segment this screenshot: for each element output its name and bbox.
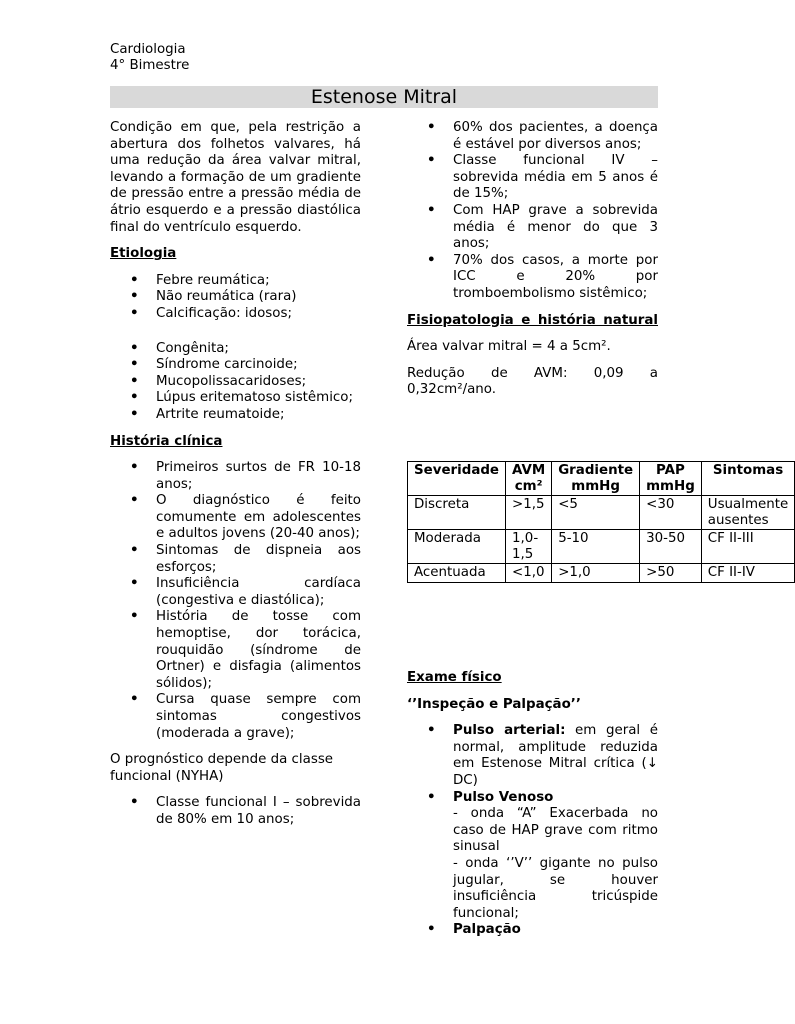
list-item: • Febre reumática; — [110, 273, 361, 290]
table-header-row — [408, 462, 795, 496]
list-item — [407, 922, 658, 939]
table-cell: 5-10 — [552, 530, 640, 564]
classe-list — [110, 795, 361, 828]
table-cell: <1,0 — [506, 564, 552, 583]
table-cell: 1,0-1,5 — [506, 530, 552, 564]
historia-list — [110, 460, 361, 742]
inspecao-subheading: ‘’Inspeção e Palpação’’ — [407, 696, 581, 712]
list-item: • Primeiros surtos de FR 10-18 anos; — [110, 460, 361, 493]
exame-section — [407, 660, 658, 939]
list-item: • Artrite reumatoide; — [110, 407, 361, 424]
left-column — [110, 120, 361, 829]
list-item: • Calcificação: idosos; — [110, 306, 361, 323]
exame-heading: Exame físico — [407, 670, 502, 685]
pulso-arterial-text: em geral é normal, amplitude reduzida em Estenose Mitral crítica (↓ DC) — [453, 723, 658, 788]
list-item: • Insuficiência cardíaca (congestiva e diastólica); — [110, 576, 361, 609]
table-cell: >1,0 — [552, 564, 640, 583]
etiologia-list-1 — [110, 273, 361, 323]
etiologia-heading: Etiologia — [110, 246, 177, 262]
page-title: Estenose Mitral — [110, 86, 658, 108]
table-header: Sintomas — [701, 462, 794, 496]
table-cell: <30 — [640, 496, 702, 530]
table-header: PAP mmHg — [640, 462, 702, 496]
fisiopatologia-heading: Fisiopatologia e história natural — [407, 312, 658, 328]
historia-heading: História clínica — [110, 433, 223, 449]
table-cell: CF II-IV — [701, 564, 794, 583]
list-item — [407, 790, 658, 923]
table-cell: >1,5 — [506, 496, 552, 530]
reducao-text: Redução de AVM: 0,09 a 0,32cm²/ano. — [407, 365, 658, 398]
table-cell: <5 — [552, 496, 640, 530]
list-item: • Com HAP grave a sobrevida média é menor do que 3 anos; — [407, 203, 658, 253]
area-valvar-text: Área valvar mitral = 4 a 5cm². — [407, 339, 611, 355]
right-column — [407, 120, 658, 399]
pulso-arterial-label: Pulso arterial: — [453, 723, 566, 739]
table-cell: >50 — [640, 564, 702, 583]
document-header — [110, 42, 189, 74]
table-cell: Acentuada — [408, 564, 506, 583]
list-item: • Sintomas de dispneia aos esforços; — [110, 543, 361, 576]
exame-list — [407, 723, 658, 939]
intro-paragraph: Condição em que, pela restrição a abertura dos folhetos valvares, há uma redução da área valvar mitral, levando a formação de um gradiente de pressão entre a pressão média de átrio esquerdo e a pressão diastólica final do ventrículo esquerdo. — [110, 120, 361, 235]
list-item: • Síndrome carcinoide; — [110, 357, 361, 374]
table-header: Severidade — [408, 462, 506, 496]
prognostico-list — [407, 120, 658, 303]
list-item: • O diagnóstico é feito comumente em adolescentes e adultos jovens (20-40 anos); — [110, 493, 361, 543]
table-cell: CF II-III — [701, 530, 794, 564]
list-item: • Congênita; — [110, 341, 361, 358]
list-item: • História de tosse com hemoptise, dor torácica, rouquidão (síndrome de Ortner) e disfagia (alimentos sólidos); — [110, 609, 361, 692]
table-header: AVM cm² — [506, 462, 552, 496]
table-cell: Moderada — [408, 530, 506, 564]
etiologia-list-2 — [110, 341, 361, 424]
list-item: • Lúpus eritematoso sistêmico; — [110, 390, 361, 407]
table-cell: Discreta — [408, 496, 506, 530]
table-row — [408, 564, 795, 583]
table-row — [408, 530, 795, 564]
list-item — [407, 723, 658, 789]
table-row — [408, 496, 795, 530]
list-item: • Mucopolissacaridoses; — [110, 374, 361, 391]
list-item: • Classe funcional I – sobrevida de 80% em 10 anos; — [110, 795, 361, 828]
palpacao-label: Palpação — [453, 922, 521, 938]
course-name: Cardiologia — [110, 42, 186, 57]
list-item: • Classe funcional IV – sobrevida média em 5 anos é de 15%; — [407, 153, 658, 203]
table-cell: 30-50 — [640, 530, 702, 564]
pulso-venoso-label: • Pulso Venoso — [453, 789, 554, 805]
table-cell: Usualmente ausentes — [701, 496, 794, 530]
list-item: • Cursa quase sempre com sintomas congestivos (moderada a grave); — [110, 692, 361, 742]
pulso-venoso-a: - onda “A” Exacerbada no caso de HAP grave com ritmo sinusal — [453, 806, 658, 855]
severity-table — [407, 461, 795, 583]
list-item: • Não reumática (rara) — [110, 289, 361, 306]
prognostico-paragraph: O prognóstico depende da classe funcional (NYHA) — [110, 752, 334, 784]
list-item: • 60% dos pacientes, a doença é estável por diversos anos; — [407, 120, 658, 153]
term-label: 4° Bimestre — [110, 58, 190, 73]
table-header: Gradiente mmHg — [552, 462, 640, 496]
list-item: • 70% dos casos, a morte por ICC e 20% por tromboembolismo sistêmico; — [407, 253, 658, 303]
pulso-venoso-v: - onda ‘’V’’ gigante no pulso jugular, se houver insuficiência tricúspide funcional; — [453, 855, 658, 921]
